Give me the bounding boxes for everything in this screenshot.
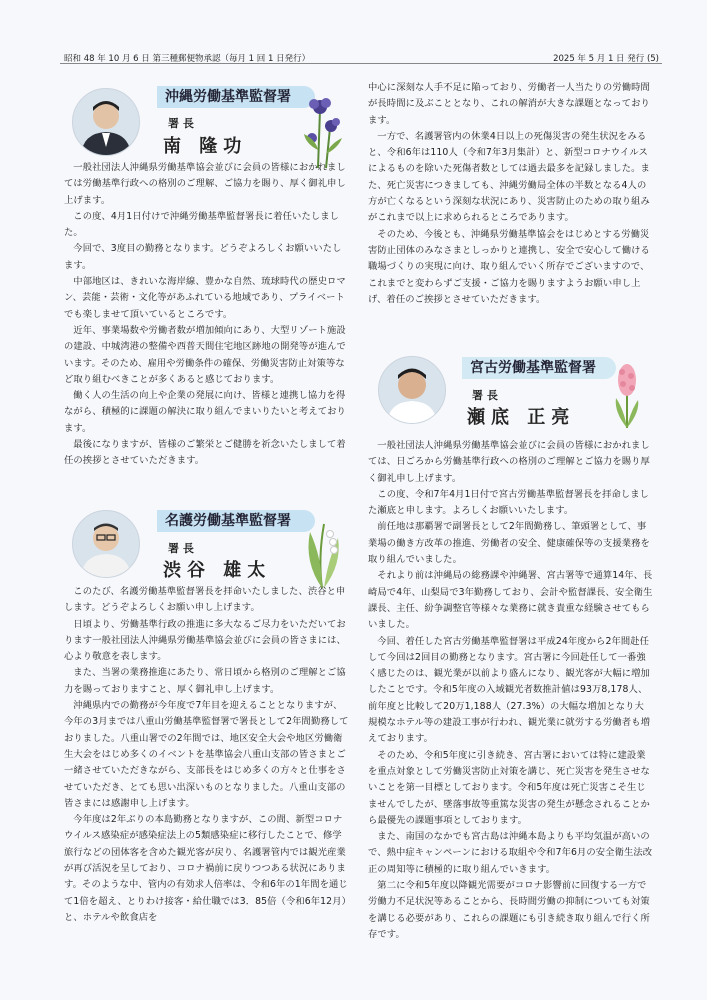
paragraph: 今年度は2年ぶりの本島勤務となりますが、この間、新型コロナウイルス感染症が感染症法上の5類感染症に移行したことで、修学旅行などの団体客を含めた観光客が戻り、名護署管内では観光産業が再び活況を呈しており、コロナ禍前に戻りつつある状況にあります。そのような中、管内の有効求人倍率は、令和6年の1年間を通じて1倍を超え、とりわけ接客・給仕職では3．85倍（令和6年12月）と、ホテルや飲食店を: [64, 814, 348, 923]
portrait-photo-sesoko: [378, 356, 446, 424]
paragraph: 前任地は那覇署で副署長として2年間勤務し、筆頭署として、事業場の働き方改革の推進、労働者の安全、健康確保等の支援業務を取り組んでいました。: [368, 521, 650, 566]
paragraph: 中部地区は、きれいな海岸線、豊かな自然、琉球時代の歴史ロマン、芸能・芸術・文化等があふれている地域であり、プライベートでも楽しませて頂いているところです。: [64, 276, 346, 320]
paragraph: また、当署の業務推進にあたり、常日頃から格別のご理解とご協力を賜っておりますこと、厚く御礼申し上げます。: [64, 667, 346, 695]
role-label-miyako: 署 長: [472, 389, 498, 402]
office-title-okinawa: 沖縄労働基準監督署: [157, 86, 315, 108]
nago-body: [64, 584, 349, 926]
page-header: [0, 0, 707, 62]
miyako-body: [368, 438, 653, 943]
paragraph: 一方で、名護署管内の休業4日以上の死傷災害の発生状況をみると、令和6年は110人（令和7年3月集計）と、新型コロナウイルスによるものを除いた死傷者数としては過去最多を記録しました。また、死亡災害につきましても、沖縄労働局全体の半数となる4人の方が亡くなるという深刻な状況にあり、災害防止のための取り組みがこれまで以上に求められるところであります。: [368, 130, 650, 224]
name-nago: 渋谷 雄太: [163, 560, 272, 581]
office-title-miyako: 宮古労働基準監督署: [462, 357, 616, 379]
paragraph: そのため、令和5年度に引き続き、宮古署においては特に建設業を重点対象として労働災害防止対策を講じ、死亡災害を発生させないことを第一目標としております。令和5年度は死亡災害こそ生じませんでしたが、墜落事故等重篤な災害の発生が懸念されることから最優先の課題事項としております。: [368, 749, 650, 826]
paragraph: 沖縄県内での勤務が今年度で7年目を迎えることとなりますが、今年の3月までは八重山労働基準監督署で署長として2年間勤務しておりました。八重山署での2年間では、地区安全大会や地区労働衛生大会をはじめ多くのイベントを基準協会八重山支部の皆さまとご一緒させていただきながら、支部長をはじめ多くの方々と仕事をさせていただき、とても思い出深いものとなりました。八重山支部の皆さまには感謝申し上げます。: [64, 700, 349, 809]
paragraph: 一般社団法人沖縄県労働基準協会並びに会員の皆様におかれましては、日ごろから労働基準行政への格別のご理解とご協力を賜り厚く御礼申し上げます。: [368, 440, 650, 484]
paragraph: 中心に深刻な人手不足に陥っており、労働者一人当たりの労働時間が長時間に及ぶこととなり、これの解消が大きな課題となっております。: [368, 82, 650, 126]
lily-of-the-valley-icon: [300, 518, 346, 590]
paragraph: また、南国のなかでも宮古島は沖縄本島よりも平均気温が高いので、熱中症キャンペーンにおける取組や令和7年6月の安全衛生法改正の周知等に積極的に取り組んでいきます。: [368, 831, 653, 875]
portrait-photo-minami: [72, 88, 140, 156]
okinawa-body: [64, 160, 349, 470]
hyacinth-icon: [610, 362, 644, 430]
paragraph: 今回、着任した宮古労働基準監督署は平成24年度から2年間赴任して今回は2回目の勤務となります。宮古署に今回赴任して一番強く感じたのは、観光業が以前より盛んになり、観光客が大幅に増加したことです。令和5年度の入域観光者数推計値は93万8,178人、前年度と比較して20万1,188人（27.3%）の大幅な増加となり大規模なホテル等の建設工事が行われ、観光業に就労する労働者も増えております。: [368, 635, 650, 745]
paragraph: この度、令和7年4月1日付で宮古労働基準監督署長を拝命しました瀬底と申します。よろしくお願いいたします。: [368, 488, 650, 517]
role-label-nago: 署 長: [168, 542, 194, 555]
paragraph: 近年、事業場数や労働者数が増加傾向にあり、大型リゾート施設の建設、中城湾港の整備や西普天間住宅地区跡地の開発等が進んでいます。そのため、雇用や労働条件の確保、労働災害防止対策等など取り組むべきことが多くあると感じております。: [64, 324, 346, 385]
name-okinawa: 南 隆功: [163, 136, 248, 157]
issue-approval-text: 昭和 48 年 10 月 6 日 第三種郵便物承認（毎月 1 回 1 日発行）: [64, 54, 311, 64]
paragraph: 第二に令和5年度以降観光需要がコロナ影響前に回復する一方で労働力不足状況等あることから、長時間労働の抑制についても対策を講じる必要があり、これらの課題にも引き続き取り組んで行く所存です。: [368, 880, 650, 940]
role-label-okinawa: 署 長: [168, 117, 194, 130]
paragraph: 今回で、3度目の勤務となります。どうぞよろしくお願いいたします。: [64, 243, 342, 271]
portrait-photo-shibuya: [72, 510, 140, 578]
issue-date-page: 2025 年 5 月 1 日 発行 (5): [553, 54, 659, 64]
paragraph: 日頃より、労働基準行政の推進に多大なるご尽力をいただいております一般社団法人沖縄県労働基準協会並びに会員の皆さまには、心より敬意を表します。: [64, 618, 346, 663]
paragraph: 最後になりますが、皆様のご繁栄とご健勝を祈念いたしまして着任の挨拶とさせていただきます。: [64, 439, 346, 467]
paragraph: そのため、今後とも、沖縄県労働基準協会をはじめとする労働災害防止団体のみなさまとしっかりと連携し、安全で安心して働ける職場づくりの実現に向け、取り組んでいく所存でございますので、これまでと変わらずご支援・ご協力を賜りますようお願い申し上げ、着任のご挨拶とさせていただきます。: [368, 228, 650, 305]
paragraph: 働く人の生活の向上や企業の発展に向け、皆様と連携し協力を得ながら、積極的に課題の解決に取り組んでまいりたいと考えております。: [64, 390, 346, 434]
name-miyako: 瀬底 正亮: [467, 407, 576, 428]
paragraph: この度、4月1日付けで沖縄労働基準監督署長に着任いたしました。: [64, 210, 340, 239]
paragraph: 一般社団法人沖縄県労働基準協会並びに会員の皆様におかれましては労働基準行政への格別のご理解、ご協力を賜り、厚く御礼申し上げます。: [64, 162, 346, 206]
office-title-nago: 名護労働基準監督署: [157, 510, 315, 532]
paragraph: このたび、名護労働基準監督署長を拝命いたしました、渋谷と申します。どうぞよろしくお願い申し上げます。: [64, 586, 346, 614]
flower-icon: [300, 90, 346, 170]
header-divider: [60, 63, 662, 64]
paragraph: それより前は沖縄局の総務課や沖縄署、宮古署等で通算14年、長崎局で4年、山梨局で3年勤務しており、会計や監督課長、安全衛生課長、主任、紛争調整官等様々な業務に就き貴重な経験させてもらいました。: [368, 570, 653, 631]
nago-body-continued: [368, 80, 653, 308]
